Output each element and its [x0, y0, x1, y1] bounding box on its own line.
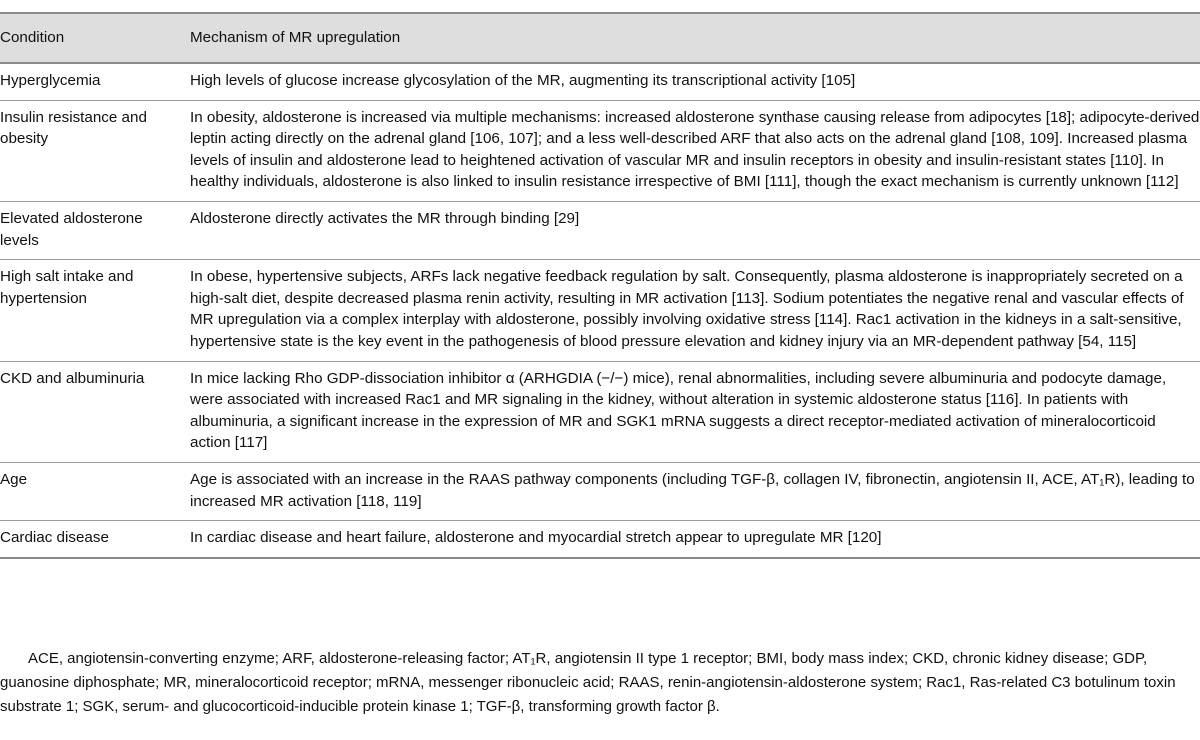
header-row: [0, 13, 1200, 63]
table-row: [0, 521, 1200, 558]
condition-cell: [0, 521, 188, 558]
condition-cell: [0, 462, 188, 520]
condition-cell: [0, 361, 188, 462]
table-header: [0, 13, 1200, 63]
table-row: [0, 100, 1200, 201]
table-row: [0, 63, 1200, 100]
mr-upregulation-table: [0, 12, 1200, 559]
condition-text: Insulin resistance and obesity: [0, 108, 147, 148]
condition-text: Age: [0, 470, 28, 488]
mechanism-cell: Age is associated with an increase in the RAAS pathway components (including TGF-β, collagen IV, fibronectin, angiotensin II, ACE, AT₁R), leading to increased MR activation [118, 119]: [188, 462, 1200, 520]
header-condition: Condition: [0, 13, 188, 63]
table-row: [0, 260, 1200, 361]
condition-cell: [0, 201, 188, 259]
table-row: [0, 361, 1200, 462]
table-body: [0, 63, 1200, 558]
table-row: [0, 462, 1200, 520]
condition-text: Elevated aldosterone levels: [0, 209, 143, 249]
mechanism-cell: Aldosterone directly activates the MR through binding [29]: [188, 201, 1200, 259]
table-footnote: ACE, angiotensin-converting enzyme; ARF, aldosterone-releasing factor; AT₁R, angiotensin II type 1 receptor; BMI, body mass index; CKD, chronic kidney disease; GDP, guanosine diphosphate; MR, mineralocorticoid receptor; mRNA, messenger ribonucleic acid; RAAS, renin-angiotensin-aldosterone system; Rac1, Ras-related C3 botulinum toxin substrate 1; SGK, serum- and glucocorticoid-inducible protein kinase 1; TGF-β, transforming growth factor β.: [0, 650, 1176, 715]
condition-cell: [0, 100, 188, 201]
condition-cell: [0, 260, 188, 361]
mechanism-cell: In obese, hypertensive subjects, ARFs lack negative feedback regulation by salt. Consequently, plasma aldosterone is inappropriately secreted on a high-salt diet, despite decreased plasma renin activity, resulting in MR activation [113]. Sodium potentiates the negative renal and vascular effects of MR upregulation via a complex interplay with aldosterone, possibly involving oxidative stress [114]. Rac1 activation in the kidneys in a salt-sensitive, hypertensive state is the key event in the pathogenesis of blood pressure elevation and kidney injury via an MR-dependent pathway [54, 115]: [188, 260, 1200, 361]
header-mechanism: Mechanism of MR upregulation: [188, 13, 1200, 63]
condition-text: High salt intake and hypertension: [0, 268, 134, 307]
condition-text: Cardiac disease: [0, 529, 109, 547]
mechanism-cell: In obesity, aldosterone is increased via multiple mechanisms: increased aldosterone synthase causing release from adipocytes [18]; adipocyte-derived leptin acting directly on the adrenal gland [106, 107]; and a less well-described ARF that also acts on the adrenal gland [108, 109]. Increased plasma levels of insulin and aldosterone lead to heightened activation of vascular MR and insulin receptors in obesity and insulin-resistant states [110]. In healthy individuals, aldosterone is also linked to insulin resistance irrespective of BMI [111], though the exact mechanism is currently unknown [112]: [188, 100, 1200, 201]
mechanism-cell: In mice lacking Rho GDP-dissociation inhibitor α (ARHGDIA (−/−) mice), renal abnormalities, including severe albuminuria and podocyte damage, were associated with increased Rac1 and MR signaling in the kidney, without alteration in systemic aldosterone status [116]. In patients with albuminuria, a significant increase in the expression of MR and SGK1 mRNA suggests a direct receptor-mediated activation of mineralocorticoid action [117]: [188, 361, 1200, 462]
mechanism-cell: High levels of glucose increase glycosylation of the MR, augmenting its transcriptional activity [105]: [188, 63, 1200, 100]
table-row: [0, 201, 1200, 259]
mechanism-cell: In cardiac disease and heart failure, aldosterone and myocardial stretch appear to upregulate MR [120]: [188, 521, 1200, 558]
condition-text: CKD and albuminuria: [0, 369, 145, 387]
condition-text: Hyperglycemia: [0, 72, 101, 89]
condition-cell: [0, 63, 188, 100]
